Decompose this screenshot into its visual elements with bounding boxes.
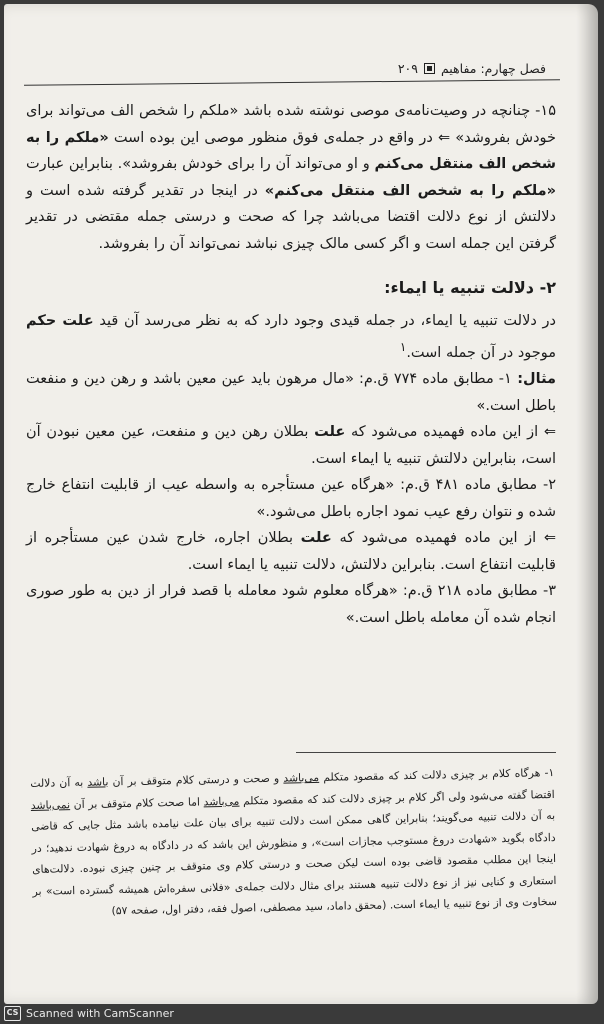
text-run: ۱- مطابق ماده ۷۷۴ ق.م: «مال مرهون باید عین معین باشد و رهن دین و منفعت باطل است.» [26,371,556,414]
text-run: نمی‌باشد [30,797,71,812]
text-run: ⇐ از این ماده فهمیده می‌شود که [345,424,557,441]
text-run: به آن دلالت تنبیه می‌گویند؛ بنابراین گاهی ممکن است دلالت تنبیه برای بیان علت نیامده باشد مثل جایی که قاضی دادگاه بگوید «شهادت دروغ مستوجب مجازات است»، و منظورش این باشد که در دادگاه به دروغ شهادت ندهید؛ در اینجا این مطلب مقصود قاضی بوده است لیکن صحت و درستی کلام وی متوقف بر چنین چیزی نبوده. دلالت‌های استعاری و کنایی نیز از نوع دلالت تنبیه هستند برای مثال دلالت جمله‌ی «فلانی سفره‌اش همیشه گسترده است» بر سخاوت وی از نوع تنبیه یا ایماء است. (محقق داماد، سید مصطفی، اصول فقه، دفتر اول، صفحه ۵۷) [31,808,558,918]
text-run: بطلان اجاره، خارج شدن عین مستأجره از قابلیت انتفاع است. بنابراین دلالتش، دلالت تنبیه یا ایماء است. [26,530,556,573]
page-edge-shadow [576,4,598,1004]
watermark-text: Scanned with CamScanner [26,1006,174,1020]
example-2-explanation [26,525,556,578]
text-run: علت حکم [26,312,94,329]
section-title: ۲- دلالت تنبیه یا ایماء: [384,278,556,297]
text-run: و صحت و درستی کلام متوقف بر آن [108,771,284,789]
text-run: ۱۵- چنانچه در وصیت‌نامه‌ی موصی نوشته شده باشد «ملکم را شخص الف می‌تواند برای خودش بفروشد» ⇐ در واقع در جمله‌ی فوق منظور موصی این بوده است [26,103,557,146]
paragraph-15 [26,98,556,257]
text-run: بطلان رهن دین و منفعت، عین معین نبودن آن است، بنابراین دلالتش تنبیه یا ایماء است. [26,424,556,467]
text-run: اما صحت کلام متوقف بر آن [69,794,204,811]
footnote-1 [30,762,557,923]
text-run: در اینجا در تقدیر گرفته شده است و دلالتش از نوع دلالت اقتضا می‌باشد چرا که صحت و درستی جمله مقتضی در تقدیر گرفتن این جمله است و اگر کسی مالک چیزی نباشد نمی‌تواند آن را بفروشد. [26,182,556,252]
footnote-rule [296,752,556,753]
camscanner-logo-icon: CS [4,1006,21,1021]
example-3 [26,578,556,631]
text-run: می‌باشد [203,794,240,808]
header-square-icon [424,63,435,74]
scanned-page [4,4,598,1004]
text-run: «ملکم را به شخص الف منتقل می‌کنم [26,129,556,172]
paragraph-definition [26,308,556,367]
text-run: مثال: [511,371,556,388]
text-run: ۱- هرگاه کلام بر چیزی دلالت کند که مقصود متکلم [318,765,555,784]
text-run: در دلالت تنبیه یا ایماء، در جمله قیدی وجود دارد که به نظر می‌رسد آن قید [93,312,556,329]
text-run: به آن دلالت اقتضا گفته می‌شود ولی اگر کلام بر چیزی دلالت کند که مقصود متکلم [30,775,555,808]
page-number: ۲۰۹ [397,60,418,76]
text-run: «ملکم را به شخص الف منتقل می‌کنم» [264,182,557,199]
camscanner-watermark [4,1005,174,1021]
header-rule [24,79,560,86]
text-run: علت [314,424,346,441]
footnotes [30,762,557,923]
example-2 [26,472,556,525]
text-run: باشد [87,775,109,789]
text-run: علت [300,530,332,547]
text-run: ۲- مطابق ماده ۴۸۱ ق.م: «هرگاه عین مستأجره به واسطه عیب از قابلیت انتفاع خارج شده و نتوان رفع عیب نمود اجاره باطل می‌شود.» [26,477,556,520]
footnote-ref: ۱ [399,340,407,354]
chapter-title: فصل چهارم: مفاهیم [440,60,546,76]
text-run: می‌باشد [283,770,320,785]
running-header [24,56,546,80]
example-1-explanation [26,419,556,472]
text-run: و او می‌تواند آن را برای خودش بفروشد». بنابراین عبارت [26,156,375,172]
example-1 [26,366,556,419]
text-run: ⇐ از این ماده فهمیده می‌شود که [331,530,556,547]
main-text [26,98,556,631]
text-run: موجود در آن جمله است. [406,344,556,361]
text-run: ۳- مطابق ماده ۲۱۸ ق.م: «هرگاه معلوم شود معامله با قصد فرار از دین به طور صوری انجام شده آن معامله باطل است.» [26,583,556,626]
